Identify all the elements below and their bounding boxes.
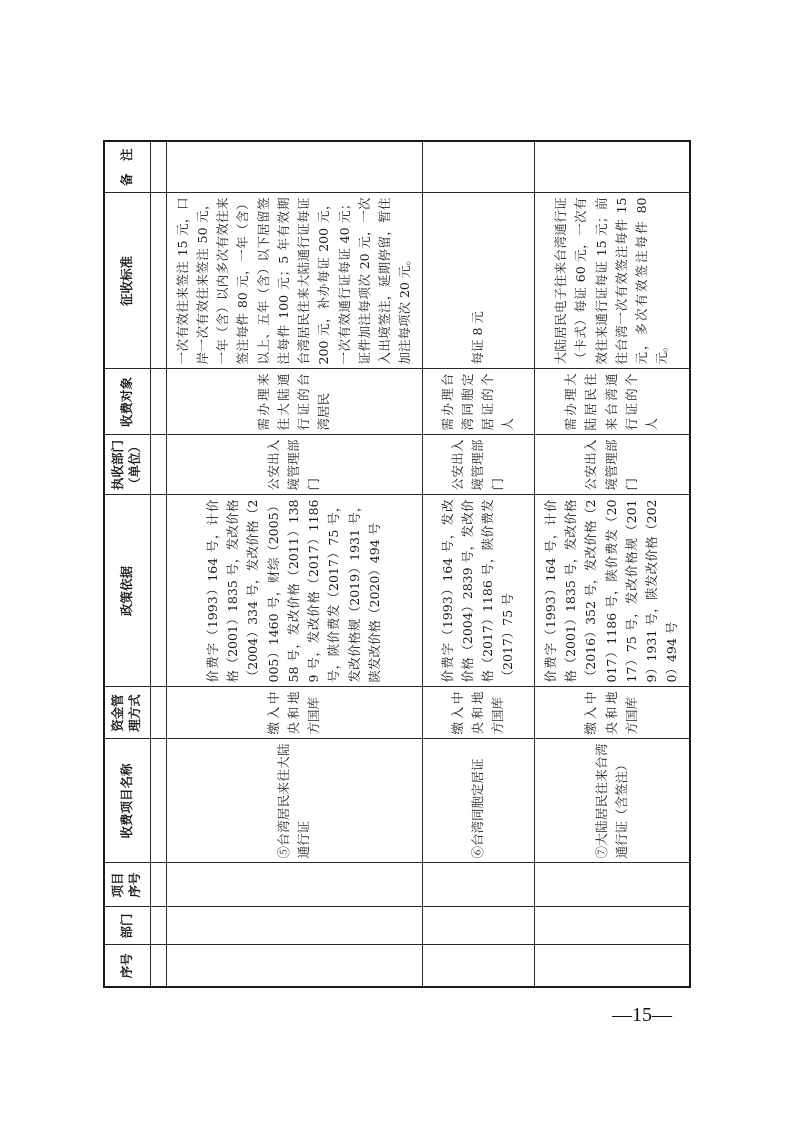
spacer-cell	[150, 369, 166, 435]
cell-payer: 需办理大陆居民往来台湾通行证的个人	[534, 369, 690, 435]
fee-table	[103, 140, 691, 988]
header-seq: 序号	[104, 945, 150, 987]
cell-standard: 每证 8 元	[422, 193, 534, 369]
cell-fund-mgmt: 缴入中央和地方国库	[166, 687, 422, 739]
cell-fund-mgmt: 缴入中央和地方国库	[534, 687, 690, 739]
table-spacer-row	[150, 141, 166, 987]
spacer-cell	[150, 435, 166, 495]
cell-policy: 价费字（1993）164 号，计价格（2001）1835 号，发改价格（2016）352 号，发改价格（2017）1186 号，陕价费发（2017）75 号，发改价格规（2019）1931 号，陕发改价格（2020）494 号	[534, 495, 690, 687]
cell-item-seq	[166, 863, 422, 907]
cell-item-name: ⑤台湾居民来往大陆通行证	[166, 739, 422, 863]
header-item-name: 收费项目名称	[104, 739, 150, 863]
spacer-cell	[150, 863, 166, 907]
cell-seq	[422, 945, 534, 987]
cell-payer: 需办理台湾同胞定居证的个人	[422, 369, 534, 435]
cell-remark	[534, 141, 690, 193]
cell-remark	[422, 141, 534, 193]
header-policy: 政策依据	[104, 495, 150, 687]
cell-item-seq	[534, 863, 690, 907]
cell-policy: 价费字（1993）164 号，计价格（2001）1835 号，发改价格（2004）334 号，发改价格（2005）1460 号，财综（2005）58 号，发改价格（2011）1389 号，发改价格（2017）1186 号，陕价费发（2017）75 号，发改价格规（2019）1931 号，陕发改价格（2020）494 号	[166, 495, 422, 687]
header-collector: 执收部门（单位）	[104, 435, 150, 495]
cell-item-name: ⑦大陆居民往来台湾通行证（含签注）	[534, 739, 690, 863]
cell-dept	[534, 907, 690, 945]
table-row	[534, 141, 690, 987]
spacer-cell	[150, 945, 166, 987]
header-remark: 备 注	[104, 141, 150, 193]
header-dept: 部门	[104, 907, 150, 945]
cell-seq	[166, 945, 422, 987]
cell-item-name: ⑥台湾同胞定居证	[422, 739, 534, 863]
spacer-cell	[150, 495, 166, 687]
table-header-row	[104, 141, 150, 987]
cell-standard: 大陆居民电子往来台湾通行证（卡式）每证 60 元，一次有效往来通行证每证 15 元；前往台湾一次有效签注每件 15 元，多次有效签注每件 80 元。	[534, 193, 690, 369]
header-fund-mgmt: 资金管理方式	[104, 687, 150, 739]
rotated-table-container	[103, 142, 689, 988]
cell-seq	[534, 945, 690, 987]
header-standard: 征收标准	[104, 193, 150, 369]
spacer-cell	[150, 141, 166, 193]
table-row	[166, 141, 422, 987]
cell-remark	[166, 141, 422, 193]
spacer-cell	[150, 907, 166, 945]
cell-policy: 价费字（1993）164 号，发改价格（2004）2839 号，发改价格（2017）1186 号，陕价费发（2017）75 号	[422, 495, 534, 687]
cell-payer: 需办理来往大陆通行证的台湾居民	[166, 369, 422, 435]
header-item-seq: 项目序号	[104, 863, 150, 907]
cell-dept	[422, 907, 534, 945]
cell-collector: 公安出入境管理部门	[534, 435, 690, 495]
cell-standard: 一次有效往来签注 15 元，口岸一次有效往来签注 50 元，一年（含）以内多次有效往来签注每件 80 元，一年（含）以上、五年（含）以下居留签注每件 100 元；5 年有效期台湾居民往来大陆通行证每证 200 元，补办每证 200 元，一次有效通行证每证 40 元；证件加注每项次 20 元，一次入出境签注，延期停留，暂住加注每项次 20 元。	[166, 193, 422, 369]
cell-collector: 公安出入境管理部门	[166, 435, 422, 495]
spacer-cell	[150, 687, 166, 739]
cell-dept	[166, 907, 422, 945]
cell-fund-mgmt: 缴入中央和地方国库	[422, 687, 534, 739]
spacer-cell	[150, 739, 166, 863]
cell-collector: 公安出入境管理部门	[422, 435, 534, 495]
table-row	[422, 141, 534, 987]
header-payer: 收费对象	[104, 369, 150, 435]
cell-item-seq	[422, 863, 534, 907]
spacer-cell	[150, 193, 166, 369]
page-number: —15—	[612, 1004, 672, 1026]
